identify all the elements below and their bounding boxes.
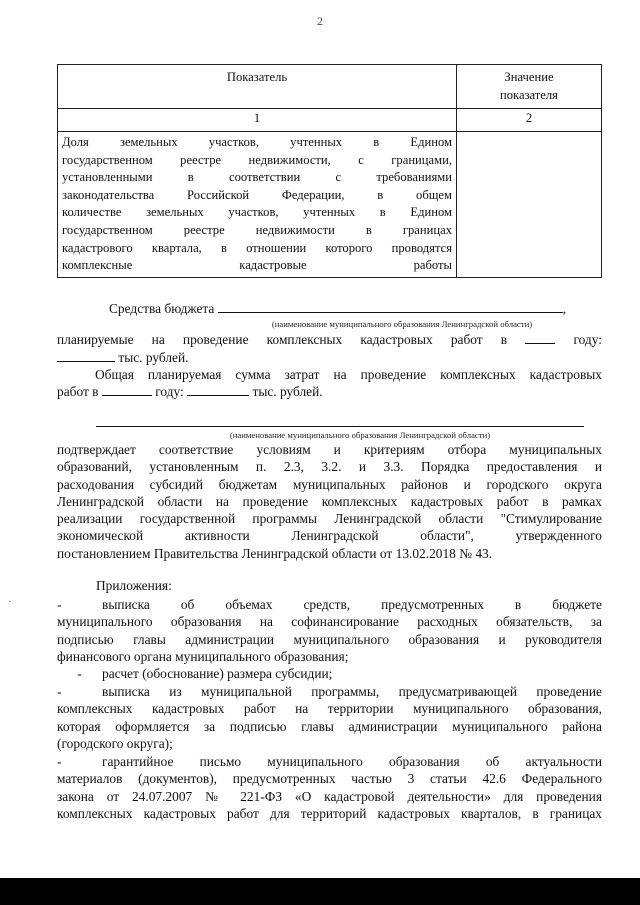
margin-mark: · (8, 596, 12, 608)
header-value-line1: Значение (504, 70, 554, 84)
municipality-caption: (наименование муниципального образования Ленинградской области) (271, 319, 533, 329)
item4-line: материалов (документов), предусмотренных частью 3 статьи 42.6 Федерального (57, 771, 602, 787)
page-number: 2 (317, 14, 323, 28)
item1-line: выписка об объемах средств, предусмотренных в бюджете (102, 597, 602, 612)
municipality-rule (96, 426, 584, 427)
item4-line: гарантийное письмо муниципального образования об актуальности (102, 754, 602, 769)
item3-line: (городского округа); (57, 735, 173, 751)
indicator-table (57, 64, 602, 278)
item2-text: расчет (обоснование) размера субсидии; (102, 666, 333, 681)
bullet-dash: - (57, 754, 62, 769)
table-row (58, 132, 602, 278)
amount-blank (57, 349, 115, 362)
confirm-line: постановлением Правительства Ленинградской области от 13.02.2018 № 43. (57, 545, 493, 561)
total-amount-unit: тыс. рублей. (252, 384, 323, 399)
municipality-caption-2: (наименование муниципального образования Ленинградской области) (229, 430, 491, 440)
indicator-value-cell (457, 132, 602, 278)
item4-line: комплексных кадастровых работ для территорий кадастровых кварталов, в границах (57, 805, 602, 821)
budget-intro-line (109, 300, 602, 317)
bullet-dash: - (57, 684, 62, 699)
scan-edge-bar (0, 878, 640, 905)
bullet-dash: - (77, 666, 82, 681)
attachments-title: Приложения: (96, 578, 172, 593)
total-line1 (95, 366, 602, 383)
confirm-line: экономической активности Ленинградской области", утвержденного (57, 528, 602, 544)
item1-line: подписью главы администрации муниципального образования и руководителя (57, 631, 602, 647)
confirm-line: Ленинградской области на проведение комплексных кадастровых работ в рамках (57, 493, 602, 509)
item3-line: комплексных кадастровых работ на территории муниципального образования, (57, 701, 602, 717)
municipality-blank (218, 300, 563, 313)
col-number-2: 2 (457, 109, 602, 132)
item4-line: закона от 24.07.2007 № 221-ФЗ «О кадастровой деятельности» для проведения (57, 788, 602, 804)
item3-line: выписка из муниципальной программы, предусматривающей проведение (102, 684, 602, 699)
year-word: году: (573, 332, 602, 347)
desc-line: комплексные кадастровые работы (62, 258, 452, 273)
desc-line: количестве земельных участков, учтенных в Едином (62, 205, 452, 220)
desc-line: Доля земельных участков, учтенных в Едином (62, 135, 452, 149)
confirm-line: образований, установленным п. 2.3, 3.2. и 3.3. Порядка предоставления и (57, 459, 602, 475)
item1-line: финансового органа муниципального образования; (57, 648, 349, 664)
total-year-blank (102, 383, 152, 396)
attachment-item-2 (57, 665, 602, 682)
confirm-line: реализации государственной программы Ленинградской области "Стимулирование (57, 511, 602, 527)
desc-line: государственном реестре недвижимости, с границами, (62, 152, 452, 167)
item1-line: муниципального образования на софинансирование расходных обязательств, за (57, 614, 602, 630)
desc-line: установленными в соответствии с требованиями (62, 170, 452, 185)
attachment-item-1 (57, 596, 602, 665)
table-header-row (58, 65, 602, 109)
desc-line: кадастрового квартала, в отношении которого проводятся (62, 240, 452, 255)
confirm-paragraph (57, 441, 602, 562)
confirm-line: подтверждает соответствие условиям и критериям отбора муниципальных (57, 442, 602, 457)
bullet-dash: - (57, 597, 62, 612)
attachment-item-4 (57, 753, 602, 822)
desc-line: государственном реестре недвижимости в границах (62, 222, 452, 237)
table-number-row (58, 109, 602, 132)
budget-intro: Средства бюджета (109, 301, 215, 316)
total-text: Общая планируемая сумма затрат на проведение комплексных кадастровых (95, 367, 602, 382)
col-number-1: 1 (58, 109, 457, 132)
total-year-word: году: (155, 384, 184, 399)
indicator-description (58, 132, 457, 278)
year-blank (525, 331, 555, 344)
header-value (457, 65, 602, 109)
attachment-item-3 (57, 683, 602, 752)
header-value-line2: показателя (500, 87, 558, 102)
desc-line: законодательства Российской Федерации, в общем (62, 187, 452, 202)
total-amount-blank (187, 383, 249, 396)
total-line2 (57, 383, 602, 400)
budget-line2 (57, 331, 602, 348)
header-indicator: Показатель (58, 65, 457, 109)
budget-comma: , (562, 301, 567, 316)
amount-unit: тыс. рублей. (118, 350, 189, 365)
item3-line: которая оформляется за подписью главы администрации муниципального района (57, 718, 602, 734)
confirm-line: расходования субсидий бюджетам муниципальных районов и городского округа (57, 476, 602, 492)
budget-purpose: планируемые на проведение комплексных кадастровых работ в (57, 332, 508, 347)
budget-line3 (57, 349, 602, 366)
total-works: работ в (57, 384, 99, 399)
